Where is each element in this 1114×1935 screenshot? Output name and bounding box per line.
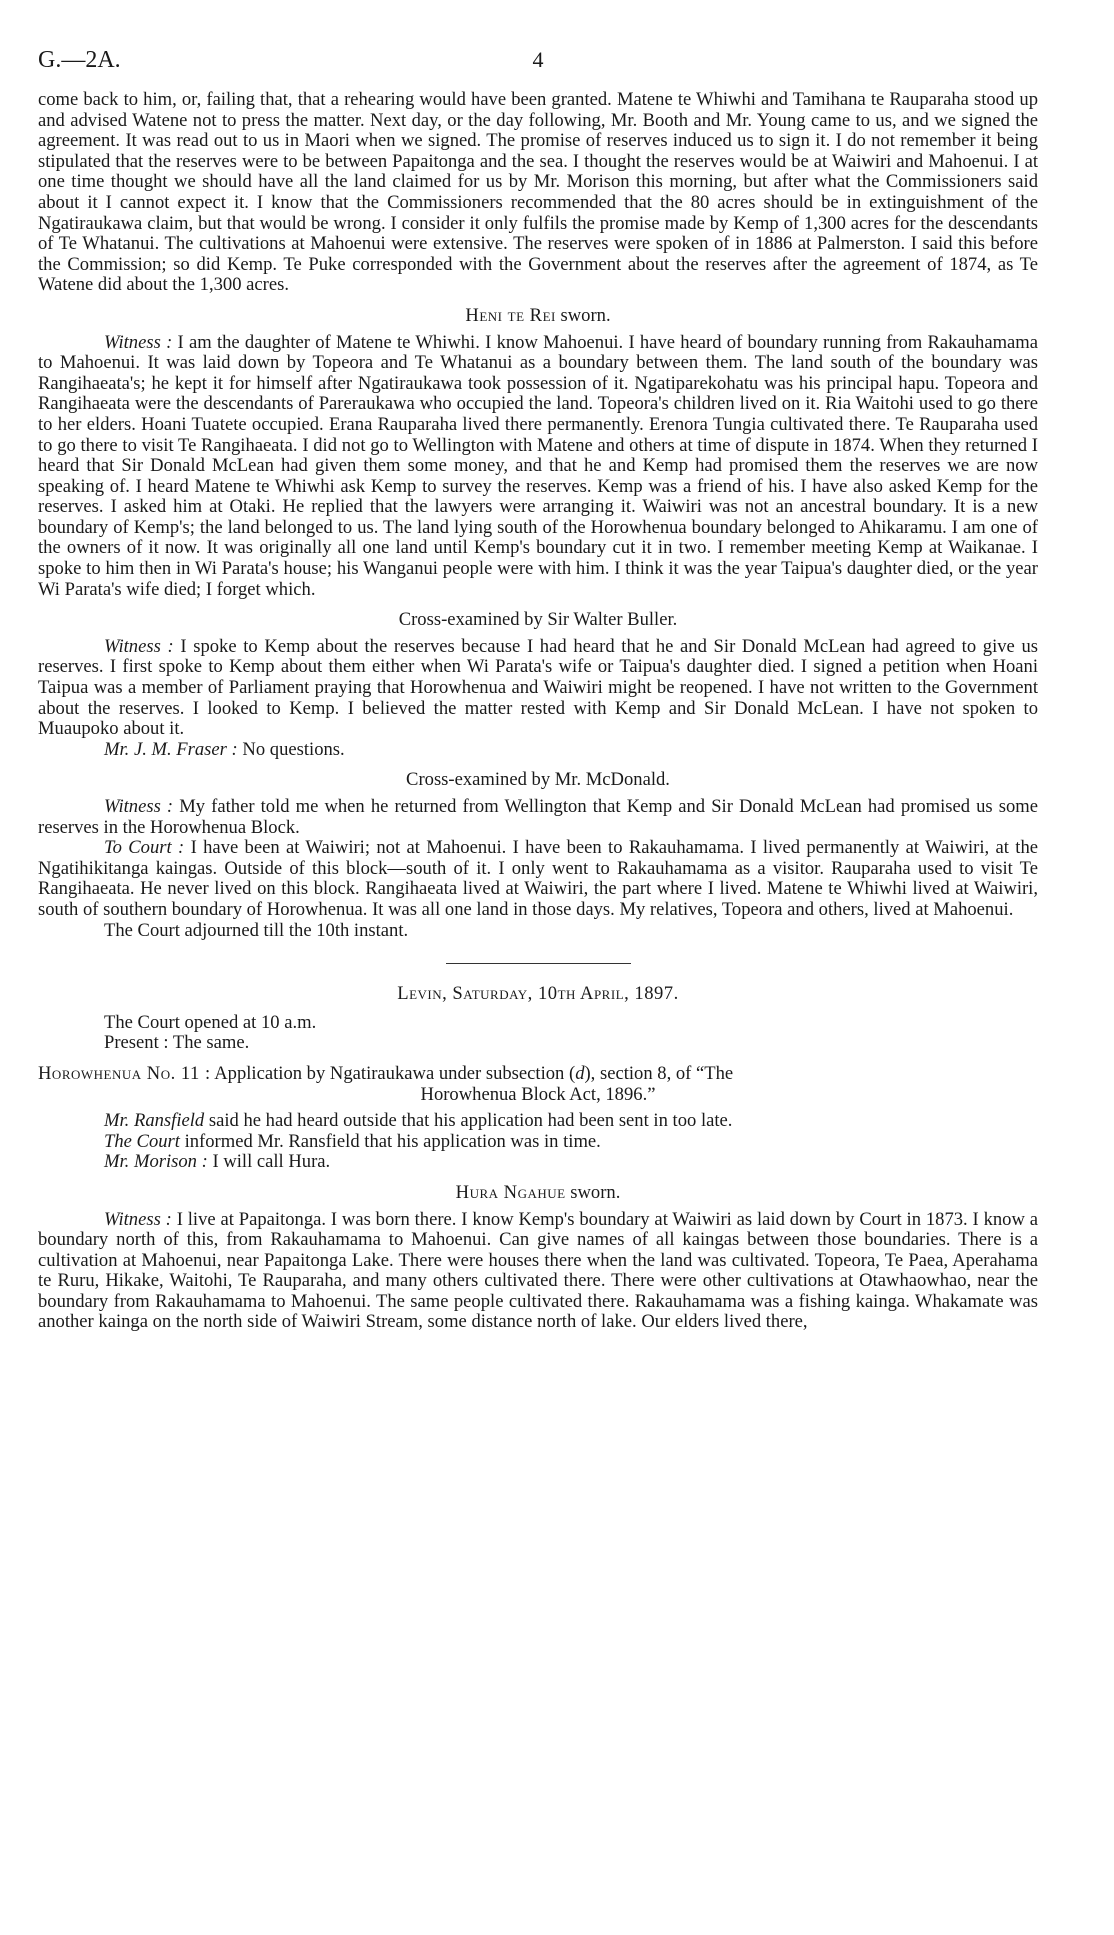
paragraph-adjourned: The Court adjourned till the 10th instant.: [104, 919, 409, 941]
speaker-label: Witness :: [104, 635, 174, 657]
paragraph-hura-evidence: [38, 1210, 1038, 1334]
speaker-label: Mr. Morison :: [104, 1151, 208, 1173]
application-line-1: [38, 1064, 1038, 1085]
heading-date-levin: Levin, Saturday, 10th April, 1897.: [397, 983, 679, 1005]
paragraph-present: Present : The same.: [104, 1032, 250, 1054]
witness-name: Heni te Rei: [465, 304, 556, 326]
paragraph-text: said he had heard outside that his application had been sent in too late.: [204, 1110, 733, 1132]
sworn-text: sworn.: [565, 1181, 621, 1203]
paragraph-fraser: [38, 740, 1038, 761]
paragraph-to-court: [38, 838, 1038, 920]
document-page: [38, 47, 1039, 1333]
speaker-label: Mr. J. M. Fraser :: [104, 738, 238, 760]
paragraph-text: My father told me when he returned from Wellington that Kemp and Sir Donald McLean had promised us some reserves in the Horowhenua Block.: [38, 796, 1039, 838]
speaker-label: Mr. Ransfield: [104, 1110, 205, 1132]
sworn-text: sworn.: [555, 304, 611, 326]
application-text: Application by Ngatiraukawa under subsection (: [210, 1062, 576, 1084]
paragraph-ransfield: [38, 1111, 1038, 1132]
paragraph-text: I will call Hura.: [207, 1151, 331, 1173]
paragraph-morison: [38, 1152, 1038, 1173]
application-block: [38, 1064, 1038, 1105]
application-text-cont: ), section 8, of “The: [584, 1062, 734, 1084]
heading-hura-ngahue-sworn: [38, 1183, 1038, 1204]
paragraph-text: I spoke to Kemp about the reserves because I had heard that he and Sir Donald McLean had agreed to give us reserves. I first spoke to Kemp about them either when Wi Parata's wife or Taipua's daughter died. I signed a petition when Hoani Taipua was a member of Parliament praying that Horowhenua and Waiwiri might be reopened. I have not written to the Government about the reserves. I looked to Kemp. I believed the matter rested with Kemp and Sir Donald McLean. I have not spoken to Muaupoko about it.: [38, 635, 1039, 740]
heading-cross-examined-mcdonald: Cross-examined by Mr. McDonald.: [406, 769, 670, 791]
paragraph-buller-cross: [38, 637, 1038, 740]
page-number: 4: [532, 47, 544, 72]
paragraph-court-informed: [38, 1132, 1038, 1153]
speaker-label: Witness :: [104, 796, 174, 817]
paragraph-text: No questions.: [237, 738, 345, 760]
speaker-label: Witness :: [104, 1208, 172, 1230]
section-divider: [446, 963, 631, 964]
document-code: G.—2A.: [38, 47, 121, 73]
page-header: [38, 47, 1038, 90]
application-label: Horowhenua No. 11 :: [38, 1062, 211, 1084]
paragraph-text: I live at Papaitonga. I was born there. I know Kemp's boundary at Waiwiri as laid down by Court in 1873. I know a boundary north of this, from Rakauhamama to Mahoenui. Can give names of all kaingas between those boundaries. There is a cultivation at Mahoenui, near Papaitonga Lake. There were houses there when the land was cultivated. Topeora, Te Paea, Aperahama te Ruru, Hikake, Waitohi, Te Rauparaha, and many others cultivated there. There were other cultivations at Otawhaowhao, near the boundary from Rakauhamama to Mahoenui. The same people cultivated there. Rakauhamama was a fishing kainga. Whakamate was another kainga on the north side of Waiwiri Stream, some distance north of lake. Our elders lived there,: [38, 1208, 1038, 1333]
paragraph-mcdonald-cross: [38, 797, 1038, 838]
paragraph-heni-evidence: [38, 333, 1038, 601]
paragraph-text: informed Mr. Ransfield that his application was in time.: [179, 1130, 601, 1152]
speaker-label: Witness :: [104, 331, 173, 353]
witness-name: Hura Ngahue: [455, 1181, 566, 1203]
application-line-2: Horowhenua Block Act, 1896.”: [420, 1083, 656, 1105]
paragraph-continued-evidence: come back to him, or, failing that, that a rehearing would have been granted. Matene te Whiwhi and Tamihana te Rauparaha stood up and advised Watene not to press the matter. Next day, or the day following, Mr. Booth and Mr. Young came to us, and we signed the agreement. It was read out to us in Maori when we signed. The promise of reserves induced us to sign it. I do not remember it being stipulated that the reserves were to be between Papaitonga and the sea. I thought the reserves would be at Waiwiri and Mahoenui. I at one time thought we should have all the land claimed for us by Mr. Morison this morning, but after what the Commissioners said about it I cannot expect it. I know that the Commissioners recommended that the 80 acres should be in extinguishment of the Ngatiraukawa claim, but that would be wrong. I consider it only fulfils the promise made by Kemp of 1,300 acres for the descendants of Te Whatanui. The cultivations at Mahoenui were extensive. The reserves were spoken of in 1886 at Palmerston. I said this before the Commission; so did Kemp. Te Puke corresponded with the Government about the reserves after the agreement of 1874, as Te Watene did about the 1,300 acres.: [38, 89, 1038, 296]
heading-cross-examined-buller: Cross-examined by Sir Walter Buller.: [398, 609, 678, 631]
paragraph-court-opened: The Court opened at 10 a.m.: [104, 1011, 317, 1033]
subsection-letter: d: [575, 1062, 585, 1084]
heading-heni-te-rei-sworn: [38, 306, 1038, 327]
paragraph-text: I have been at Waiwiri; not at Mahoenui. I have been to Rakauhamama. I lived permanently at Waiwiri, at the Ngatihikitanga kaingas. Outside of this block—south of it. I only went to Rakauhamama as a visitor. Rauparaha used to visit Te Rangihaeata. He never lived on this block. Rangihaeata lived at Waiwiri, the part where I lived. Matene te Whiwhi lived at Waiwiri, south of southern boundary of Horowhenua. It was all one land in those days. My relatives, Topeora and others, lived at Mahoenui.: [38, 837, 1038, 920]
paragraph-text: I am the daughter of Matene te Whiwhi. I know Mahoenui. I have heard of boundary running from Rakauhamama to Mahoenui. It was laid down by Topeora and Te Whatanui as a boundary between them. The land south of the boundary was Rangihaeata's; he kept it for himself after Ngatiraukawa took possession of it. Ngatiparekohatu was his principal hapu. Topeora and Rangihaeata were the descendants of Pareraukawa who occupied the land. Topeora's children lived on it. Ria Waitohi used to go there to her elders. Hoani Tuatete occupied. Erana Rauparaha lived there permanently. Erenora Tungia cultivated there. Te Rauparaha used to go there to visit Te Rangihaeata. I did not go to Wellington with Matene and others at time of dispute in 1874. When they returned I heard that Sir Donald McLean had given them some money, and that he and Kemp had promised them the reserves we are now speaking of. I heard Matene te Whiwhi ask Kemp to survey the reserves. Kemp was a friend of his. I have also asked Kemp for the reserves. I asked him at Otaki. He replied that the lawyers were arranging it. Waiwiri was not an ancestral boundary. It is a new boundary of Kemp's; the land belonged to us. The land lying south of the Horowhenua boundary belonged to Ahikaramu. I am one of the owners of it now. It was originally all one land until Kemp's boundary cut it in two. I remember meeting Kemp at Waikanae. I spoke to him then in Wi Parata's house; his Wanganui people were with him. I think it was the year Taipua's daughter died, or the year Wi Parata's wife died; I forget which.: [38, 331, 1039, 600]
speaker-label: The Court: [104, 1130, 180, 1152]
speaker-label: To Court :: [104, 837, 185, 859]
